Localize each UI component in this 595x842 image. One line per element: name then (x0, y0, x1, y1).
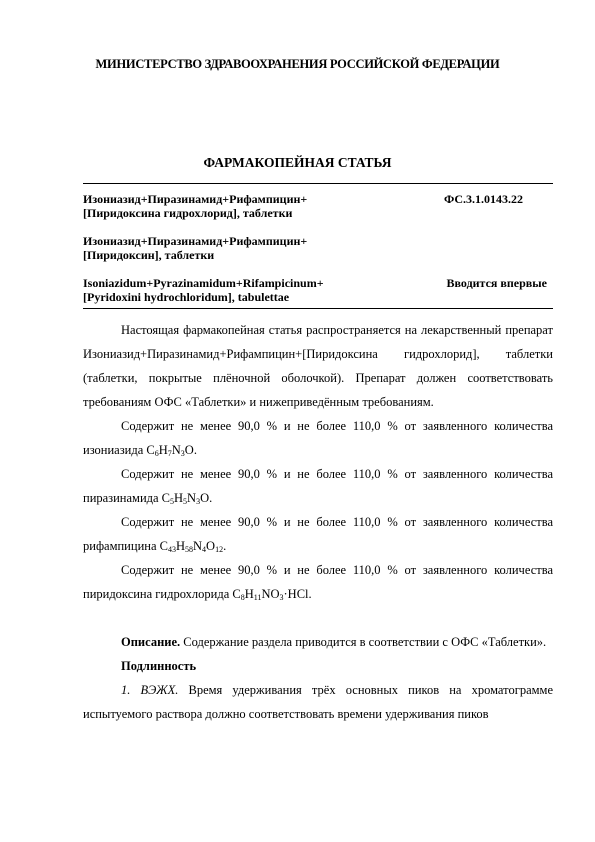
document-title: ФАРМАКОПЕЙНАЯ СТАТЬЯ (203, 155, 392, 170)
content-pyridoxine: Содержит не менее 90,0 % и не более 110,0 % от заявленного количества пиридоксина гидрохлорида $C_8H_{11}NO_3\cdot HCl$. (83, 563, 553, 602)
description-text: Содержание раздела приводится в соответствии с ОФС «Таблетки». (180, 635, 547, 649)
latin-name-row (83, 262, 553, 308)
spacer (83, 606, 553, 630)
monograph-code: ФС.3.1.0143.22 (444, 192, 523, 206)
intro-paragraph: Настоящая фармакопейная статья распространяется на лекарственный препарат Изониазид+Пиразинамид+Рифампицин+[Пиридоксина гидрохлорид], таблетки (таблетки, покрытые плёночной оболочкой). Препарат должен соответствовать требованиям ОФС «Таблетки» и нижеприведённым требованиям. (83, 323, 553, 409)
alt-name-row (83, 220, 553, 262)
latin-name (83, 276, 413, 304)
latin-name-line-2: [Pyridoxini hydrochloridum], tabulettae (83, 290, 290, 304)
alt-name-line-1: Изониазид+Пиразинамид+Рифампицин+ (83, 234, 308, 248)
description-label: Описание. (121, 635, 181, 649)
identity-method: 1. ВЭЖХ. (121, 683, 179, 697)
latin-name-line-1: Isoniazidum+Pyrazinamidum+Rifampicinum+ (83, 276, 324, 290)
russian-name-line-2: [Пиридоксина гидрохлорид], таблетки (83, 206, 293, 220)
content-rifampicin: Содержит не менее 90,0 % и не более 110,0 % от заявленного количества рифампицина $C_{43}H_{58}N_4O_{12}$. (83, 515, 553, 554)
russian-name-row (83, 184, 553, 220)
status-note: Вводится впервые (446, 276, 547, 290)
description-paragraph (83, 630, 553, 654)
document-body (83, 318, 553, 726)
identity-paragraph (83, 678, 553, 726)
alt-name (83, 234, 413, 262)
russian-name (83, 192, 413, 220)
russian-name-line-1: Изониазид+Пиразинамид+Рифампицин+ (83, 192, 308, 206)
content-pyrazinamide: Содержит не менее 90,0 % и не более 110,0 % от заявленного количества пиразинамида $C_5H_5N_3O$. (83, 467, 553, 506)
monograph-header-table (83, 183, 553, 309)
alt-name-line-2: [Пиридоксин], таблетки (83, 248, 215, 262)
content-isoniazid: Содержит не менее 90,0 % и не более 110,0 % от заявленного количества изониазида $C_6H_7N_3O$. (83, 419, 553, 458)
identity-heading: Подлинность (121, 659, 197, 673)
identity-text: Время удерживания трёх основных пиков на хроматограмме испытуемого раствора должно соответствовать времени удерживания пиков (83, 683, 553, 721)
ministry-header: МИНИСТЕРСТВО ЗДРАВООХРАНЕНИЯ РОССИЙСКОЙ ФЕДЕРАЦИИ (95, 57, 500, 71)
